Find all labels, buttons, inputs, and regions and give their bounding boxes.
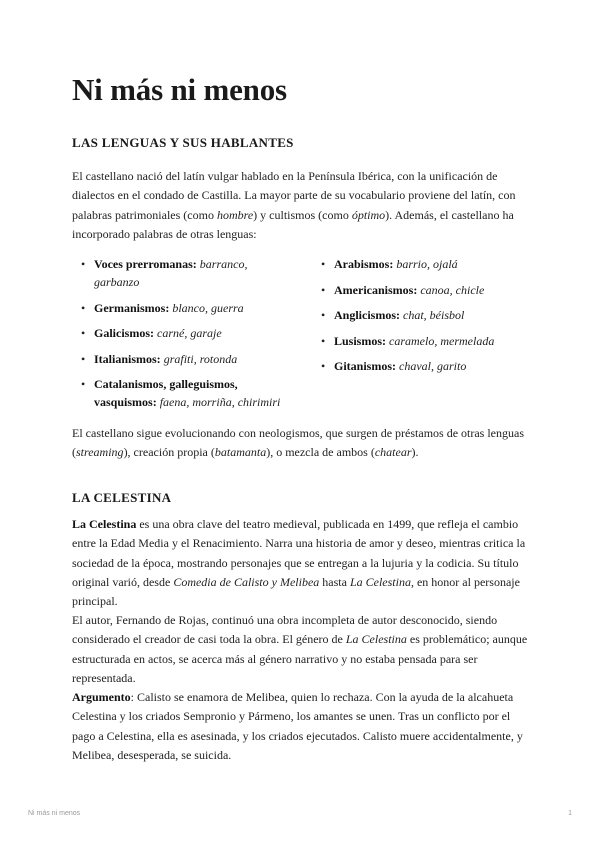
list-item-examples: caramelo, mermelada [389,333,495,348]
list-item [72,350,292,368]
footer-page-number: 1 [568,810,572,817]
list-item-label: Voces prerromanas: [94,257,197,271]
intro-text-2: ) y cultismos (como [253,207,352,222]
closing-text-4: ). [411,445,419,460]
closing-example-batamanta: batamanta [214,445,267,460]
list-item-examples: faena, morriña, chirimiri [159,395,281,409]
intro-text-1: El castellano nació del latín vulgar hablado en la Península Ibérica, con la unificación de dialectos en el condado de Castilla. La mayor parte de su vocabulario proviene del latín, con palabras patrimoniales (como [72,169,516,222]
page-title: Ni más ni menos [72,72,287,107]
closing-example-streaming: streaming [76,445,124,460]
list-item-examples: barrio, ojalá [396,257,458,271]
list-item-examples: grafiti, rotonda [163,351,238,366]
closing-text-3: ), o mezcla de ambos ( [266,445,375,460]
argumento-text: : Calisto se enamora de Melibea, quien lo rechaza. Con la ayuda de la alcahueta Celestina y los criados Sempronio y Pármeno, los amantes se unen. Tras un conflicto por el pago a Celestina, ella es asesinada, y los criados ejecutados. Calisto muere accidentalmente, y Melibea, desesperada, se suicida. [72,690,523,762]
list-item-label: Lusismos: [334,333,387,348]
list-item [312,281,532,299]
loanword-list-right [312,255,532,383]
celestina-p2-text-1: El autor, Fernando de Rojas, continuó una obra incompleta de autor desconocido, siendo considerado el creador de casi toda la obra. El género de [72,613,498,647]
closing-text-1: El castellano sigue evolucionando con neologismos, que surgen de préstamos de otras lenguas ( [72,426,525,460]
list-item [72,375,292,411]
intro-example-optimo: óptimo [351,207,386,222]
list-item-examples: carné, garaje [157,326,222,340]
list-item-label: Americanismos: [334,282,418,297]
closing-paragraph [72,424,530,463]
celestina-p2-text-2: es problemático; aunque estructurada en actos, se acerca más al género narrativo y no estaba pensada para ser representada. [72,632,528,685]
list-item-label: Germanismos: [94,300,170,315]
list-item [312,255,532,273]
list-item-examples: canoa, chicle [420,282,485,297]
closing-example-chatear: chatear [374,445,412,460]
celestina-p1-text-3: , en honor al personaje principal. [72,574,520,609]
list-item [312,306,532,324]
intro-example-hombre: hombre [216,207,254,222]
list-item-examples: blanco, guerra [172,300,244,315]
list-item [72,324,292,342]
celestina-p1-text-1: es una obra clave del teatro medieval, publicada en 1499, que refleja el cambio entre la Edad Media y el Renacimiento. Narra una historia de amor y deseo, mientras critica la sociedad de la época, mostrando personajes que se entregan a la lujuria y la codicia. Su título original varió, desde [72,517,526,589]
celestina-paragraph-2 [72,611,530,688]
list-item [312,357,532,375]
celestina-final-title: La Celestina [349,574,411,589]
celestina-title-bold: La Celestina [72,517,137,531]
list-item-label: Catalanismos, galleguismos, vasquismos: [94,377,238,409]
footer-title: Ni más ni menos [28,810,81,817]
loanword-list-left [72,255,292,419]
closing-text-2: ), creación propia ( [123,445,215,460]
intro-paragraph [72,167,530,244]
argumento-label: Argumento [72,690,131,704]
list-item [72,299,292,317]
list-item-label: Gitanismos: [334,359,397,373]
list-item-label: Arabismos: [334,257,394,271]
list-item [72,255,292,291]
celestina-p1-text-2: hasta [319,574,350,589]
list-item-label: Italianismos: [94,351,161,366]
celestina-title-italic: La Celestina [345,632,407,647]
list-item-examples: barranco, garbanzo [94,257,248,289]
list-item [312,332,532,350]
intro-text-3: ). Además, el castellano ha incorporado palabras de otras lenguas: [72,207,514,241]
list-item-examples: chaval, garito [399,359,467,373]
celestina-paragraph-1 [72,515,530,611]
list-item-label: Anglicismos: [334,308,400,322]
celestina-paragraph-3 [72,688,530,765]
list-item-examples: chat, béisbol [403,308,465,322]
celestina-original-title: Comedia de Calisto y Melibea [173,574,320,589]
section-heading-celestina: LA CELESTINA [72,490,172,505]
section-heading-lenguas: LAS LENGUAS Y SUS HABLANTES [72,135,294,150]
list-item-label: Galicismos: [94,326,154,340]
